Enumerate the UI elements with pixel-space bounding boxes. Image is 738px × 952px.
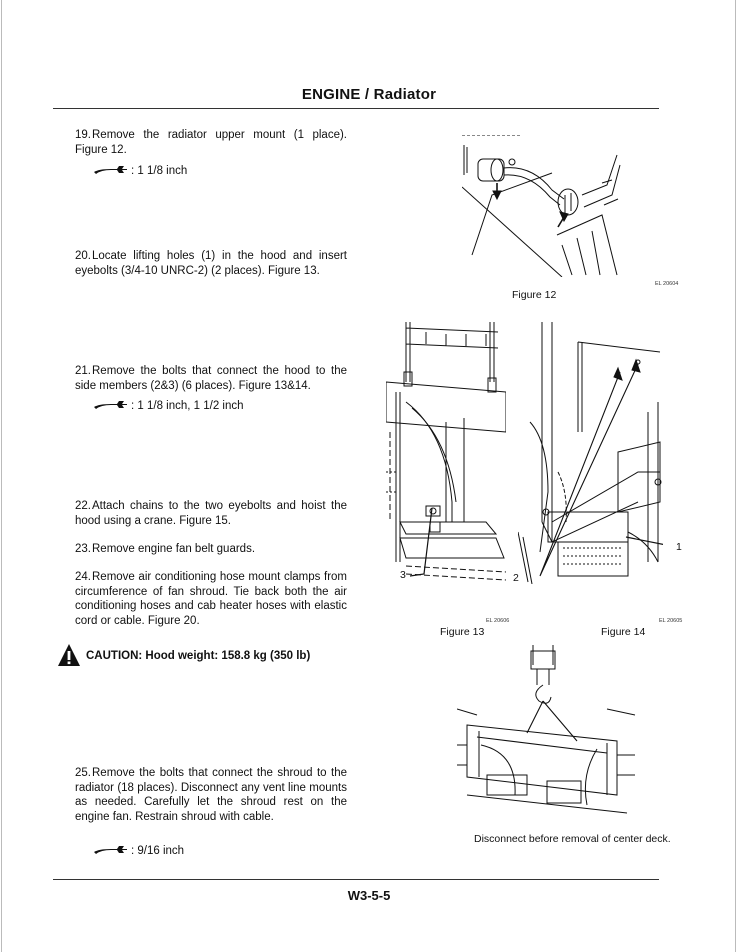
figure-14-callout-2: 2 bbox=[513, 572, 519, 584]
wrench-icon bbox=[93, 842, 131, 859]
figure-15-illustration bbox=[457, 645, 637, 825]
step-text: Remove air conditioning hose mount clamps from circumference of fan shroud. Tie back both the air conditioning hoses and cab heater hoses with elastic cord or cable. Figure 20. bbox=[75, 571, 347, 627]
step-text: Remove the bolts that connect the shroud to the radiator (18 places). Disconnect any vent line mounts as needed. Carefully let the shroud rest on the engine fan. Restrain shroud with cable. bbox=[75, 767, 347, 823]
step-24 bbox=[75, 570, 347, 628]
step-25 bbox=[75, 766, 347, 824]
step-text: Locate lifting holes (1) in the hood and insert eyebolts (3/4-10 UNRC-2) (2 places). Figure 13. bbox=[75, 250, 347, 277]
step-number: 25. bbox=[75, 767, 91, 779]
tool-size: : 9/16 inch bbox=[131, 844, 185, 857]
step-text: Remove the radiator upper mount (1 place). Figure 12. bbox=[75, 129, 347, 156]
tool-spec-19 bbox=[93, 162, 187, 179]
step-number: 22. bbox=[75, 500, 91, 512]
step-number: 24. bbox=[75, 571, 91, 583]
page-number: W3-5-5 bbox=[347, 888, 391, 903]
tool-spec-21 bbox=[93, 397, 244, 414]
step-text: Remove the bolts that connect the hood to the side members (2&3) (6 places). Figure 13&14. bbox=[75, 365, 347, 392]
figure-13-code: EL 20606 bbox=[486, 618, 510, 624]
caution-text: CAUTION: Hood weight: 158.8 kg (350 lb) bbox=[86, 650, 311, 662]
wrench-icon bbox=[93, 162, 131, 179]
step-21 bbox=[75, 364, 347, 393]
page-border-right bbox=[735, 0, 736, 952]
figure-15-note: Disconnect before removal of center deck. bbox=[474, 833, 671, 845]
tool-size: : 1 1/8 inch bbox=[131, 164, 188, 177]
figure-12-caption: Figure 12 bbox=[512, 289, 557, 301]
tool-spec-25 bbox=[93, 842, 184, 859]
step-19 bbox=[75, 128, 347, 157]
step-text: Attach chains to the two eyebolts and hoist the hood using a crane. Figure 15. bbox=[75, 500, 347, 527]
step-number: 19. bbox=[75, 129, 91, 141]
figure-13-callout-3: 3 bbox=[400, 569, 406, 581]
page-title: ENGINE / Radiator bbox=[301, 86, 437, 103]
page-border-left bbox=[1, 0, 2, 952]
step-23 bbox=[75, 542, 347, 557]
figure-13-caption: Figure 13 bbox=[440, 626, 485, 638]
figure-12-illustration bbox=[462, 135, 622, 282]
step-22 bbox=[75, 499, 347, 528]
figure-14-illustration bbox=[518, 322, 663, 589]
wrench-icon bbox=[93, 397, 131, 414]
step-text: Remove engine fan belt guards. bbox=[92, 543, 256, 555]
step-20 bbox=[75, 249, 347, 278]
figure-14-caption: Figure 14 bbox=[601, 626, 646, 638]
step-number: 20. bbox=[75, 250, 91, 262]
warning-icon bbox=[57, 643, 81, 672]
figure-12-code: EL 20604 bbox=[655, 281, 679, 287]
figure-14-code: EL 20605 bbox=[659, 618, 683, 624]
step-number: 23. bbox=[75, 543, 91, 555]
tool-size: : 1 1/8 inch, 1 1/2 inch bbox=[131, 399, 244, 412]
figure-14-callout-1: 1 bbox=[676, 541, 682, 553]
step-number: 21. bbox=[75, 365, 91, 377]
footer-rule bbox=[53, 879, 659, 880]
header-rule bbox=[53, 108, 659, 109]
